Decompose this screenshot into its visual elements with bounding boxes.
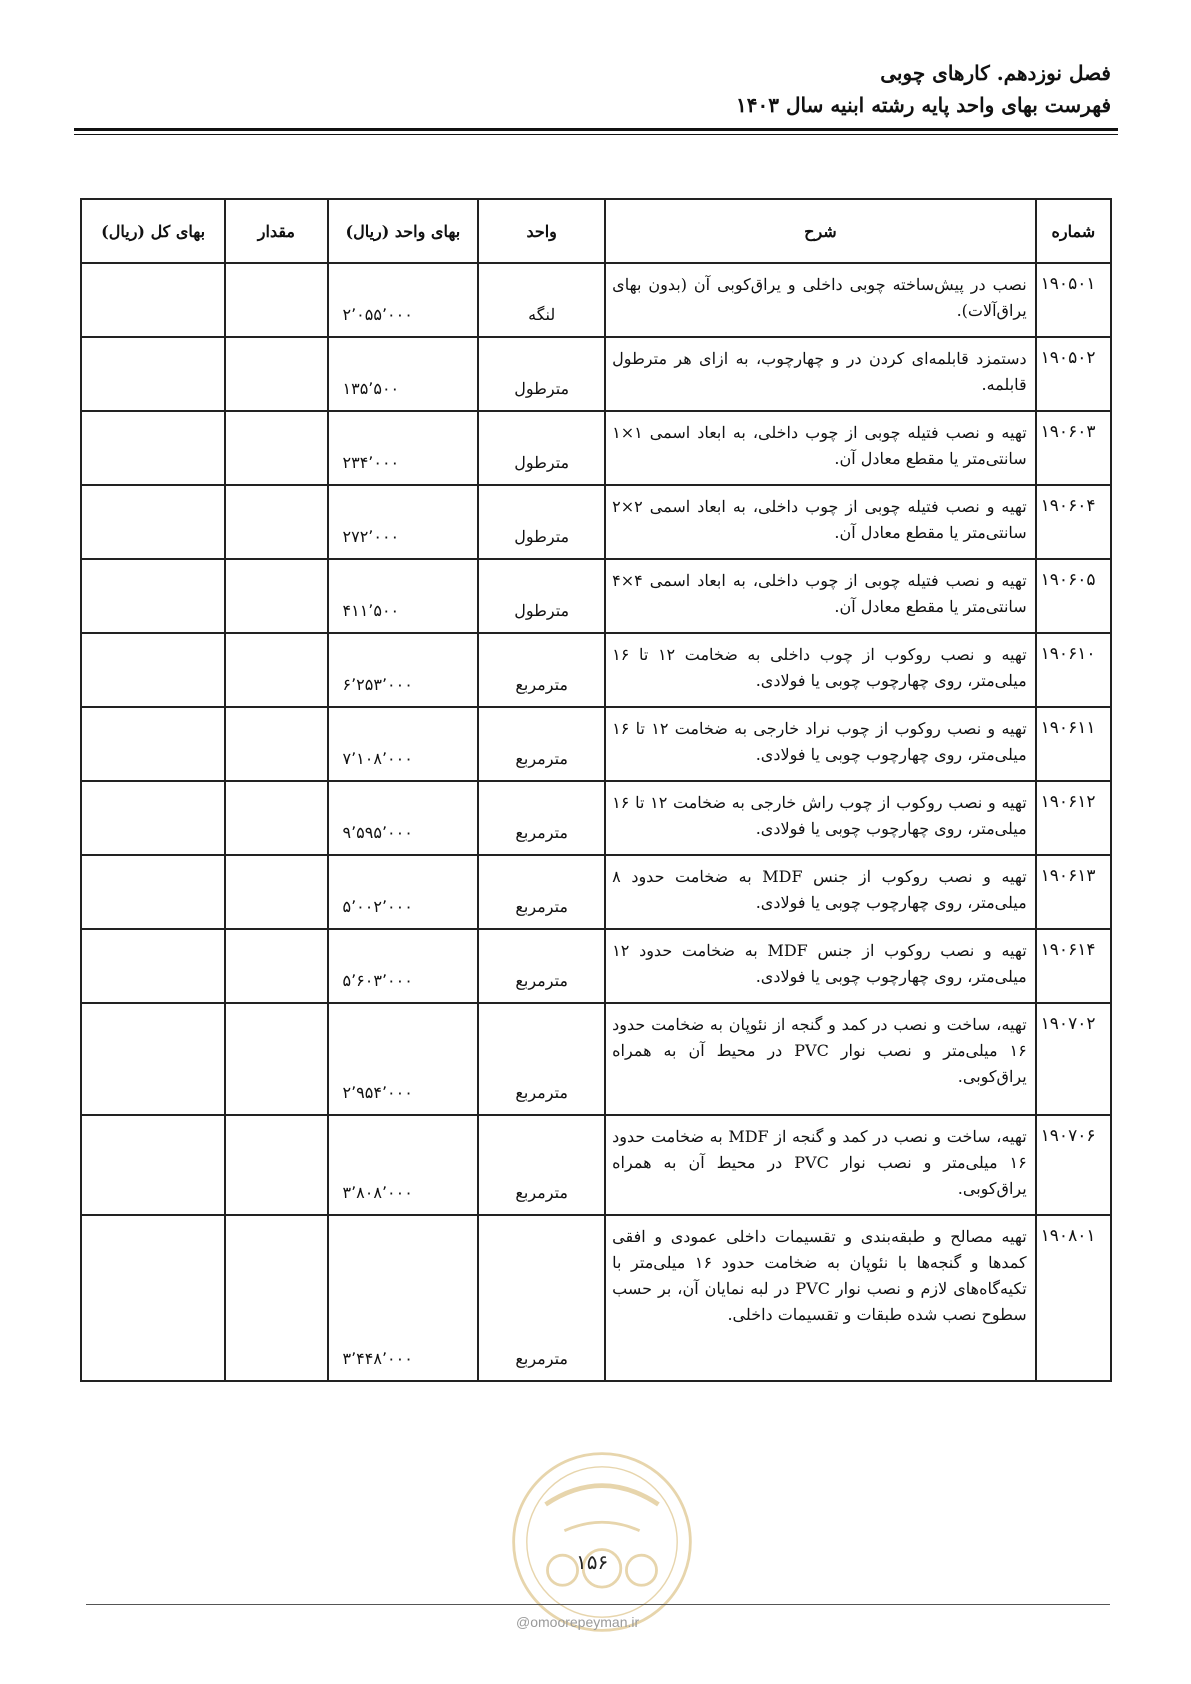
item-quantity [225,855,327,929]
item-unit: مترطول [478,337,605,411]
item-unit: مترطول [478,485,605,559]
item-code: ۱۹۰۶۱۲ [1036,781,1111,855]
item-description: تهیه و نصب فتیله چوبی از چوب داخلی، به ابعاد اسمی ۲×۲ سانتی‌متر یا مقطع معادل آن. [605,485,1036,559]
item-unit: مترمربع [478,855,605,929]
item-code: ۱۹۰۶۱۱ [1036,707,1111,781]
item-total-price [81,1115,225,1215]
item-quantity [225,1115,327,1215]
table-row [81,633,1111,707]
item-description: تهیه، ساخت و نصب در کمد و گنجه از MDF به ضخامت حدود ۱۶ میلی‌متر و نصب نوار PVC در محیط آن به همراه یراق‌کوبی. [605,1115,1036,1215]
table-row [81,1215,1111,1381]
chapter-title: فصل نوزدهم. کارهای چوبی [880,61,1111,85]
item-quantity [225,707,327,781]
item-unit: مترطول [478,411,605,485]
price-table [80,198,1112,1382]
item-unit-price: ۹٬۵۹۵٬۰۰۰ [328,781,479,855]
item-quantity [225,633,327,707]
item-code: ۱۹۰۶۱۴ [1036,929,1111,1003]
table-body [81,263,1111,1381]
column-header-unit-price: بهای واحد (ریال) [328,199,479,263]
item-unit-price: ۲۷۲٬۰۰۰ [328,485,479,559]
table-row [81,485,1111,559]
item-quantity [225,559,327,633]
column-header-description: شرح [605,199,1036,263]
item-quantity [225,411,327,485]
item-total-price [81,707,225,781]
column-header-total-price: بهای کل (ریال) [81,199,225,263]
item-quantity [225,929,327,1003]
item-code: ۱۹۰۵۰۲ [1036,337,1111,411]
column-header-unit: واحد [478,199,605,263]
item-total-price [81,633,225,707]
item-quantity [225,263,327,337]
table-row [81,707,1111,781]
item-description: تهیه و نصب روکوب از جنس MDF به ضخامت حدود ۱۲ میلی‌متر، روی چهارچوب چوبی یا فولادی. [605,929,1036,1003]
item-unit-price: ۲۳۴٬۰۰۰ [328,411,479,485]
item-code: ۱۹۰۵۰۱ [1036,263,1111,337]
header-rule-thick [74,128,1118,131]
stamp-logo [508,1448,696,1636]
item-description: نصب در پیش‌ساخته چوبی داخلی و یراق‌کوبی آن (بدون بهای یراق‌آلات). [605,263,1036,337]
item-unit-price: ۳٬۴۴۸٬۰۰۰ [328,1215,479,1381]
item-unit: مترمربع [478,707,605,781]
item-code: ۱۹۰۶۱۰ [1036,633,1111,707]
table-header-row [81,199,1111,263]
item-total-price [81,411,225,485]
item-total-price [81,855,225,929]
table-row [81,411,1111,485]
table-row [81,559,1111,633]
item-unit-price: ۳٬۸۰۸٬۰۰۰ [328,1115,479,1215]
item-quantity [225,781,327,855]
item-unit: لنگه [478,263,605,337]
item-description: تهیه، ساخت و نصب در کمد و گنجه از نئوپان به ضخامت حدود ۱۶ میلی‌متر و نصب نوار PVC در محیط آن به همراه یراق‌کوبی. [605,1003,1036,1115]
item-unit-price: ۵٬۰۰۲٬۰۰۰ [328,855,479,929]
item-code: ۱۹۰۶۰۳ [1036,411,1111,485]
item-quantity [225,337,327,411]
item-total-price [81,1215,225,1381]
table-row [81,855,1111,929]
column-header-quantity: مقدار [225,199,327,263]
page-header [736,58,1111,122]
item-code: ۱۹۰۷۰۲ [1036,1003,1111,1115]
watermark-text: @omoorepeyman.ir [516,1614,640,1630]
item-unit-price: ۲٬۰۵۵٬۰۰۰ [328,263,479,337]
item-unit: مترمربع [478,1003,605,1115]
item-code: ۱۹۰۷۰۶ [1036,1115,1111,1215]
item-description: تهیه و نصب روکوب از چوب داخلی به ضخامت ۱۲ تا ۱۶ میلی‌متر، روی چهارچوب چوبی یا فولادی. [605,633,1036,707]
item-total-price [81,929,225,1003]
item-total-price [81,337,225,411]
table-row [81,929,1111,1003]
item-unit: مترمربع [478,1115,605,1215]
item-code: ۱۹۰۶۰۴ [1036,485,1111,559]
item-unit: مترمربع [478,633,605,707]
item-unit-price: ۲٬۹۵۴٬۰۰۰ [328,1003,479,1115]
item-code: ۱۹۰۶۱۳ [1036,855,1111,929]
item-unit: مترمربع [478,781,605,855]
item-description: تهیه مصالح و طبقه‌بندی و تقسیمات داخلی عمودی و افقی کمدها و گنجه‌ها با نئوپان به ضخامت حدود ۱۶ میلی‌متر با تکیه‌گاه‌های لازم و نصب نوار PVC در لبه نمایان آن، بر حسب سطوح نصب شده طبقات و تقسیمات داخلی. [605,1215,1036,1381]
item-total-price [81,263,225,337]
item-unit: مترمربع [478,1215,605,1381]
column-header-code: شماره [1036,199,1111,263]
document-subtitle: فهرست بهای واحد پایه رشته ابنیه سال ۱۴۰۳ [736,93,1111,117]
footer-rule [86,1604,1110,1605]
table-row [81,781,1111,855]
item-total-price [81,781,225,855]
item-code: ۱۹۰۸۰۱ [1036,1215,1111,1381]
item-description: تهیه و نصب روکوب از چوب راش خارجی به ضخامت ۱۲ تا ۱۶ میلی‌متر، روی چهارچوب چوبی یا فولادی. [605,781,1036,855]
page-number: ۱۵۶ [576,1550,609,1574]
item-unit-price: ۴۱۱٬۵۰۰ [328,559,479,633]
item-unit-price: ۶٬۲۵۳٬۰۰۰ [328,633,479,707]
item-total-price [81,559,225,633]
item-description: دستمزد قابلمه‌ای کردن در و چهارچوب، به ازای هر مترطول قابلمه. [605,337,1036,411]
table-row [81,337,1111,411]
item-description: تهیه و نصب روکوب از جنس MDF به ضخامت حدود ۸ میلی‌متر، روی چهارچوب چوبی یا فولادی. [605,855,1036,929]
table-row [81,1115,1111,1215]
item-quantity [225,1215,327,1381]
table-row [81,263,1111,337]
item-description: تهیه و نصب روکوب از چوب نراد خارجی به ضخامت ۱۲ تا ۱۶ میلی‌متر، روی چهارچوب چوبی یا فولادی. [605,707,1036,781]
item-unit-price: ۵٬۶۰۳٬۰۰۰ [328,929,479,1003]
item-quantity [225,1003,327,1115]
item-unit-price: ۷٬۱۰۸٬۰۰۰ [328,707,479,781]
item-quantity [225,485,327,559]
item-code: ۱۹۰۶۰۵ [1036,559,1111,633]
item-unit-price: ۱۳۵٬۵۰۰ [328,337,479,411]
item-unit: مترمربع [478,929,605,1003]
item-total-price [81,485,225,559]
table-row [81,1003,1111,1115]
item-description: تهیه و نصب فتیله چوبی از چوب داخلی، به ابعاد اسمی ۴×۴ سانتی‌متر یا مقطع معادل آن. [605,559,1036,633]
item-total-price [81,1003,225,1115]
item-unit: مترطول [478,559,605,633]
header-rule-thin [74,134,1118,135]
item-description: تهیه و نصب فتیله چوبی از چوب داخلی، به ابعاد اسمی ۱×۱ سانتی‌متر یا مقطع معادل آن. [605,411,1036,485]
